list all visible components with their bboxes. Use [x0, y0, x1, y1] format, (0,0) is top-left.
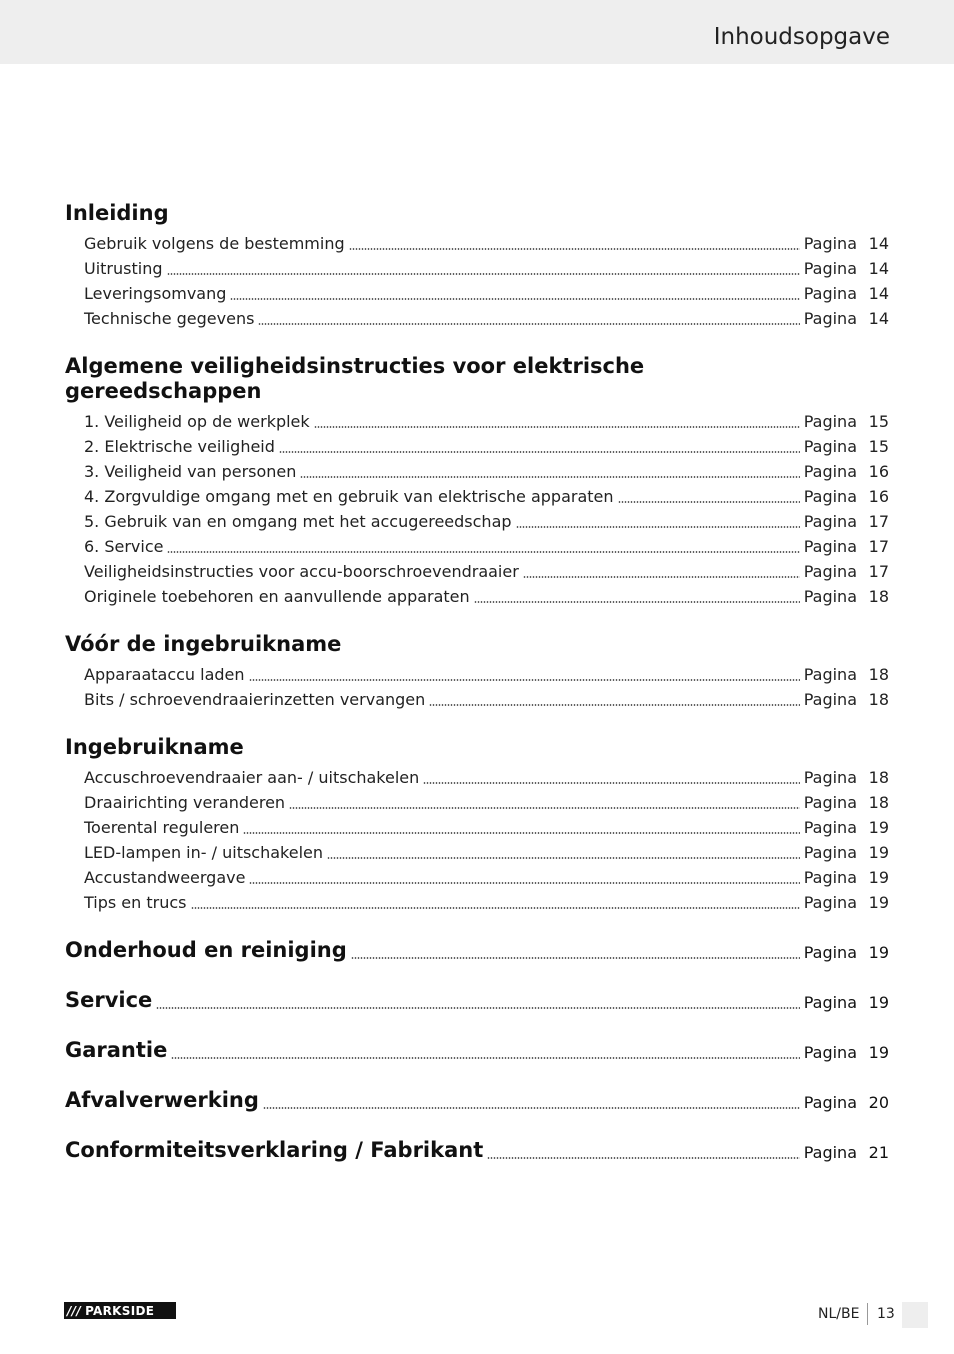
toc-entry[interactable]	[84, 763, 889, 788]
page-number: 14	[868, 309, 889, 328]
page-number: 18	[868, 768, 889, 787]
page-number: 18	[868, 665, 889, 684]
section-title-line1: Algemene veiligheidsinstructies voor elektrische	[65, 354, 645, 378]
language-code: NL/BE	[818, 1306, 860, 1322]
page-word: Pagina	[803, 234, 857, 253]
page-number: 16	[868, 487, 889, 506]
section-entries	[84, 229, 889, 329]
page-number: 14	[868, 259, 889, 278]
page-number: 14	[868, 284, 889, 303]
page-number: 19	[868, 993, 889, 1012]
entry-page	[804, 284, 889, 304]
dot-leader	[249, 679, 800, 681]
entry-page	[804, 943, 889, 963]
dot-leader	[263, 1107, 800, 1109]
footer-box	[902, 1302, 928, 1328]
table-of-contents	[65, 201, 889, 1188]
toc-entry[interactable]	[84, 229, 889, 254]
section-title: Ingebruikname	[65, 735, 244, 759]
toc-entry[interactable]	[84, 888, 889, 913]
page-word: Pagina	[803, 1093, 857, 1112]
toc-entry[interactable]	[84, 582, 889, 607]
entry-label: 4. Zorgvuldige omgang met en gebruik van elektrische apparaten	[84, 487, 614, 506]
page-number: 19	[868, 943, 889, 962]
page-word: Pagina	[803, 843, 857, 862]
dot-leader	[423, 782, 799, 784]
entry-page	[804, 462, 889, 482]
page-number: 14	[868, 234, 889, 253]
section-title: Vóór de ingebruikname	[65, 632, 342, 656]
toc-entry[interactable]	[84, 532, 889, 557]
toc-entry[interactable]	[84, 788, 889, 813]
page-word: Pagina	[803, 690, 857, 709]
page-number: 18	[868, 587, 889, 606]
toc-entry[interactable]	[84, 482, 889, 507]
page-word: Pagina	[803, 768, 857, 787]
dot-leader	[327, 857, 800, 859]
page-number: 19	[868, 893, 889, 912]
entry-page	[804, 562, 889, 582]
section-title: Service	[65, 988, 153, 1012]
toc-section-use	[65, 735, 889, 913]
toc-entry[interactable]	[84, 863, 889, 888]
page-number: 18	[868, 793, 889, 812]
logo-stripes: ///	[67, 1303, 82, 1318]
toc-entry[interactable]	[84, 557, 889, 582]
page-number: 19	[868, 1043, 889, 1062]
toc-entry[interactable]	[84, 660, 889, 685]
page-word: Pagina	[803, 309, 857, 328]
dot-leader	[618, 501, 800, 503]
page-number: 17	[868, 562, 889, 581]
entry-label: Uitrusting	[84, 259, 163, 278]
page-number: 21	[868, 1143, 889, 1162]
section-entries	[84, 407, 889, 607]
dot-leader	[156, 1007, 799, 1009]
section-title: Afvalverwerking	[65, 1088, 259, 1112]
entry-page	[804, 843, 889, 863]
page-word: Pagina	[803, 487, 857, 506]
entry-page	[804, 868, 889, 888]
toc-entry[interactable]	[84, 279, 889, 304]
footer-divider	[867, 1303, 868, 1325]
dot-leader	[167, 551, 799, 553]
page-word: Pagina	[803, 437, 857, 456]
entry-page	[804, 309, 889, 329]
section-title: Inleiding	[65, 201, 169, 225]
dot-leader	[300, 476, 799, 478]
page-number: 19	[868, 868, 889, 887]
page-word: Pagina	[803, 868, 857, 887]
entry-label: Accuschroevendraaier aan- / uitschakelen	[84, 768, 420, 787]
entry-label: Originele toebehoren en aanvullende apparaten	[84, 587, 470, 606]
entry-page	[804, 1043, 889, 1063]
entry-page	[804, 537, 889, 557]
toc-entry[interactable]	[84, 813, 889, 838]
header-bar	[0, 0, 954, 64]
entry-label: Accustandweergave	[84, 868, 246, 887]
toc-entry[interactable]	[84, 254, 889, 279]
entry-label: Toerental reguleren	[84, 818, 240, 837]
section-title: Onderhoud en reiniging	[65, 938, 347, 962]
entry-label: Gebruik volgens de bestemming	[84, 234, 345, 253]
page-number: 17	[868, 512, 889, 531]
dot-leader	[487, 1157, 799, 1159]
entry-label: Veiligheidsinstructies voor accu-boorschroevendraaier	[84, 562, 519, 581]
page-word: Pagina	[803, 512, 857, 531]
page-word: Pagina	[803, 1143, 857, 1162]
dot-leader	[523, 576, 800, 578]
toc-entry[interactable]	[84, 407, 889, 432]
dot-leader	[314, 426, 800, 428]
entry-page	[804, 690, 889, 710]
entry-page	[804, 818, 889, 838]
dot-leader	[230, 298, 799, 300]
entry-label: Leveringsomvang	[84, 284, 227, 303]
page-word: Pagina	[803, 1043, 857, 1062]
entry-page	[804, 259, 889, 279]
entry-page	[804, 587, 889, 607]
section-title-line2: gereedschappen	[65, 379, 262, 403]
entry-page	[804, 993, 889, 1013]
page-number: 15	[868, 437, 889, 456]
section-entries	[84, 763, 889, 913]
entry-page	[804, 1143, 889, 1163]
entry-label: 3. Veiligheid van personen	[84, 462, 297, 481]
page-word: Pagina	[803, 562, 857, 581]
entry-label: Apparaataccu laden	[84, 665, 245, 684]
page-number: 17	[868, 537, 889, 556]
dot-leader	[429, 704, 799, 706]
entry-page	[804, 665, 889, 685]
entry-page	[804, 412, 889, 432]
dot-leader	[279, 451, 800, 453]
toc-section-service[interactable]	[65, 988, 889, 1013]
entry-label: Tips en trucs	[84, 893, 187, 912]
page-word: Pagina	[803, 818, 857, 837]
parkside-logo	[64, 1302, 176, 1319]
page-word: Pagina	[803, 943, 857, 962]
page-title: Inhoudsopgave	[713, 24, 890, 50]
toc-section-maintenance[interactable]	[65, 938, 889, 963]
page-word: Pagina	[803, 537, 857, 556]
page-number: 19	[868, 843, 889, 862]
dot-leader	[167, 273, 800, 275]
page-number: 15	[868, 412, 889, 431]
entry-page	[804, 437, 889, 457]
toc-entry[interactable]	[84, 685, 889, 710]
toc-entry[interactable]	[84, 304, 889, 329]
entry-page	[804, 793, 889, 813]
toc-section-inleiding	[65, 201, 889, 329]
page-word: Pagina	[803, 462, 857, 481]
dot-leader	[351, 957, 800, 959]
page-number: 16	[868, 462, 889, 481]
page-number: 18	[868, 690, 889, 709]
toc-section-disposal[interactable]	[65, 1088, 889, 1113]
entry-page	[804, 512, 889, 532]
dot-leader	[474, 601, 800, 603]
dot-leader	[243, 832, 799, 834]
toc-entry[interactable]	[84, 838, 889, 863]
section-title: Garantie	[65, 1038, 168, 1062]
entry-label: Technische gegevens	[84, 309, 255, 328]
toc-entry[interactable]	[84, 457, 889, 482]
page-word: Pagina	[803, 259, 857, 278]
entry-page	[804, 487, 889, 507]
logo-text: PARKSIDE	[85, 1303, 155, 1318]
page-word: Pagina	[803, 665, 857, 684]
entry-label: 6. Service	[84, 537, 164, 556]
entry-label: 1. Veiligheid op de werkplek	[84, 412, 310, 431]
page-number-footer: 13	[877, 1306, 895, 1322]
section-entries	[84, 660, 889, 710]
dot-leader	[249, 882, 799, 884]
entry-label: 2. Elektrische veiligheid	[84, 437, 275, 456]
entry-page	[804, 234, 889, 254]
toc-entry[interactable]	[84, 507, 889, 532]
toc-section-before-use	[65, 632, 889, 710]
page-word: Pagina	[803, 993, 857, 1012]
toc-entry[interactable]	[84, 432, 889, 457]
toc-section-conformity[interactable]	[65, 1138, 889, 1163]
dot-leader	[191, 907, 800, 909]
page-word: Pagina	[803, 893, 857, 912]
section-title: Conformiteitsverklaring / Fabrikant	[65, 1138, 484, 1162]
page-word: Pagina	[803, 284, 857, 303]
page-number: 20	[868, 1093, 889, 1112]
page-word: Pagina	[803, 412, 857, 431]
dot-leader	[349, 248, 800, 250]
page-word: Pagina	[803, 793, 857, 812]
entry-label: Bits / schroevendraaierinzetten vervangen	[84, 690, 426, 709]
dot-leader	[289, 807, 800, 809]
dot-leader	[171, 1057, 799, 1059]
entry-page	[804, 893, 889, 913]
entry-label: LED-lampen in- / uitschakelen	[84, 843, 324, 862]
entry-page	[804, 768, 889, 788]
entry-page	[804, 1093, 889, 1113]
dot-leader	[258, 323, 799, 325]
page-word: Pagina	[803, 587, 857, 606]
toc-section-warranty[interactable]	[65, 1038, 889, 1063]
entry-label: 5. Gebruik van en omgang met het accugereedschap	[84, 512, 512, 531]
dot-leader	[516, 526, 800, 528]
toc-section-safety	[65, 354, 889, 607]
entry-label: Draairichting veranderen	[84, 793, 286, 812]
page-number: 19	[868, 818, 889, 837]
